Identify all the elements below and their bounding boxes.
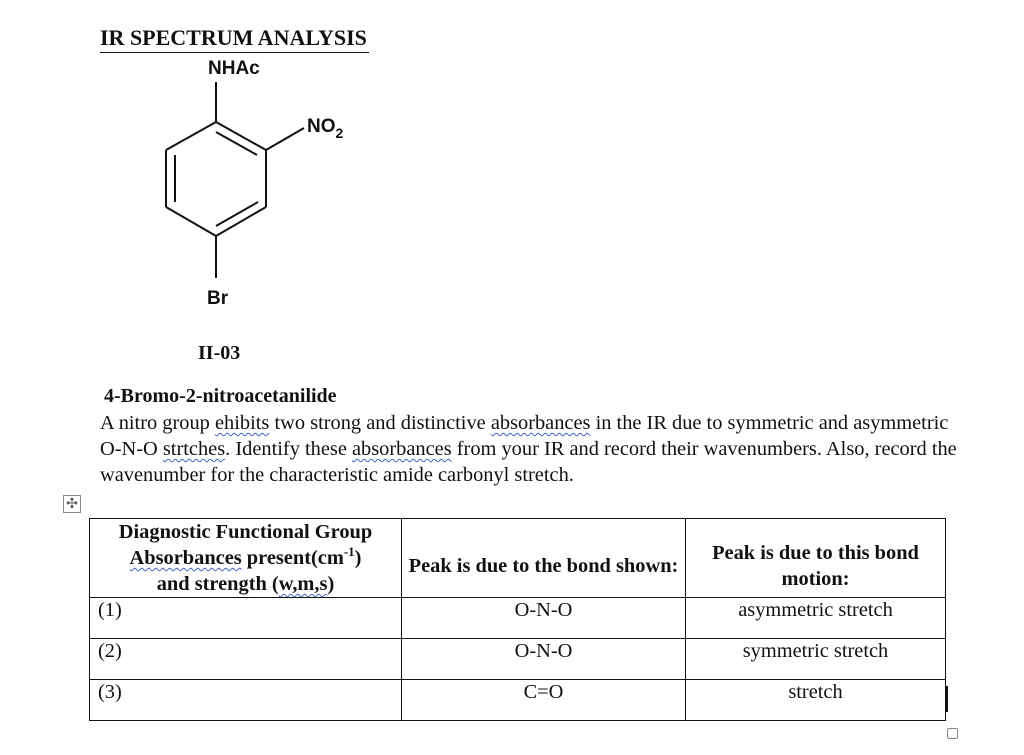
bond-cell[interactable]: O-N-O [402, 639, 686, 680]
bond-cell[interactable]: O-N-O [402, 598, 686, 639]
table-header-row [90, 519, 946, 598]
motion-cell[interactable]: symmetric stretch [686, 639, 946, 680]
table-row [90, 598, 946, 639]
table-row [90, 680, 946, 721]
spelling-flag[interactable]: ehibits [214, 412, 270, 434]
ir-data-table [89, 518, 946, 721]
nhac-label: NHAc [208, 58, 260, 79]
bond-cell[interactable]: C=O [402, 680, 686, 721]
header-cell-functional-group[interactable]: Diagnostic Functional Group Absorbances $present(cm^{-1})$ and strength (w,m,s) [90, 519, 402, 598]
spelling-flag[interactable]: strtches [162, 438, 226, 460]
motion-cell[interactable]: stretch [686, 680, 946, 721]
header-cell-motion[interactable]: Peak is due to this bond motion: [686, 519, 946, 598]
no2-label: $NO_2$ [307, 116, 344, 141]
benzene-ring [166, 82, 304, 278]
table-row [90, 639, 946, 680]
br-label: Br [207, 288, 229, 309]
text-cursor [946, 686, 948, 712]
spelling-flag[interactable]: absorbances [490, 412, 591, 434]
ring-double-bond [216, 132, 257, 155]
compound-name: 4-Bromo-2-nitroacetanilide [104, 385, 337, 407]
motion-cell[interactable]: asymmetric stretch [686, 598, 946, 639]
bond-to-no2 [266, 128, 304, 150]
table-resize-handle-icon[interactable] [947, 728, 958, 739]
ring-bond [166, 207, 216, 236]
description-paragraph: A nitro group ehibits two strong and distinctive absorbances in the IR due to symmetric and asymmetric O-N-O strtches. Identify these absorbances from your IR and record their wavenumbers. Also, record the wavenumber for the characteristic amide carbonyl stretch. [100, 412, 957, 486]
table-move-handle-icon[interactable]: ✣ [63, 495, 81, 513]
spelling-flag[interactable]: absorbances [352, 438, 452, 460]
row-number-cell[interactable]: (3) [90, 680, 402, 721]
ring-double-bond [216, 202, 258, 226]
molecule-structure [0, 0, 1024, 340]
header-cell-bond[interactable]: Peak is due to the bond shown: [402, 519, 686, 598]
compound-id: II-03 [198, 342, 241, 364]
ring-bond [166, 122, 216, 150]
row-number-cell[interactable]: (1) [90, 598, 402, 639]
spelling-flag[interactable]: w,m,s [278, 573, 328, 595]
document-title: IR SPECTRUM ANALYSIS [100, 24, 369, 53]
spelling-flag[interactable]: Absorbances [129, 547, 242, 569]
row-number-cell[interactable]: (2) [90, 639, 402, 680]
